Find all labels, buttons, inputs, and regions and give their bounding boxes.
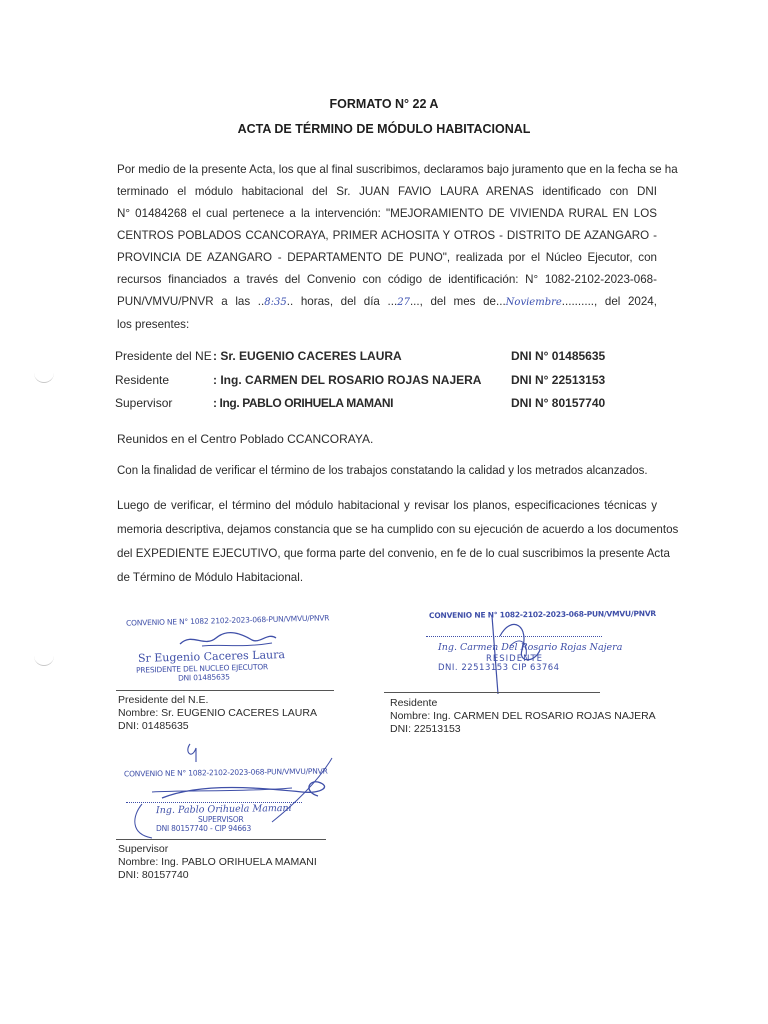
participant-row-supervisor (115, 396, 675, 418)
intro-line-date: PUN/VMVU/PNVR a las ..8:35.. horas, del día ...27..., del mes de...Noviembre.........., del 2024, (117, 295, 657, 308)
punch-hole-mark (34, 372, 54, 383)
stamp-name: Ing. Pablo Orihuela Mamani (155, 802, 292, 817)
stamp-dni: DNI 01485635 (177, 672, 230, 683)
stamp-name: Sr Eugenio Caceres Laura (137, 648, 286, 665)
intro-line: PROVINCIA DE AZANGARO - DEPARTAMENTO DE PUNO", realizada por el Núcleo Ejecutor, con (117, 251, 657, 264)
participant-role: Presidente del NE (115, 349, 212, 363)
caption-name: Nombre: Ing. PABLO ORIHUELA MAMANI (118, 856, 317, 868)
intro-line: Por medio de la presente Acta, los que al final suscribimos, declaramos bajo juramento que en la fecha se ha (117, 163, 678, 176)
participant-role: Residente (115, 373, 170, 387)
signature-line (384, 692, 600, 693)
signature-block-president (112, 610, 342, 745)
conclusion-line: Luego de verificar, el término del módulo habitacional y revisar los planos, especificaciones técnicas y (117, 499, 657, 512)
caption-dni: DNI: 80157740 (118, 869, 189, 881)
stamp-convenio: CONVENIO NE N° 1082 2102-2023-068-PUN/VMVU/PNVR (125, 613, 330, 628)
caption-name: Nombre: Ing. CARMEN DEL ROSARIO ROJAS NAJERA (390, 710, 656, 722)
handwritten-day: 27 (397, 297, 410, 308)
stamp-role: RESIDENTE (486, 654, 544, 664)
intro-line: los presentes: (117, 318, 190, 331)
participant-dni: DNI N° 01485635 (511, 349, 606, 363)
conclusion-line: de Término de Módulo Habitacional. (117, 571, 304, 584)
signature-block-resident (384, 600, 674, 740)
stamp-role: SUPERVISOR (198, 815, 244, 824)
caption-role: Presidente del N.E. (118, 694, 209, 706)
participant-name: : Ing. CARMEN DEL ROSARIO ROJAS NAJERA (213, 373, 482, 387)
participant-dni: DNI N° 22513153 (511, 373, 606, 387)
signature-line (116, 690, 334, 691)
stamp-dotted-line (426, 636, 602, 637)
intro-line: N° 01484268 el cual pertenece a la intervención: "MEJORAMIENTO DE VIVIENDA RURAL EN LOS (117, 207, 657, 220)
handwritten-hour: 8:35 (264, 297, 287, 308)
intro-paragraph (117, 159, 678, 336)
participant-name: : Sr. EUGENIO CACERES LAURA (213, 349, 402, 363)
stamp-role: PRESIDENTE DEL NUCLEO EJECUTOR (135, 662, 269, 675)
signature-block-supervisor (112, 742, 362, 887)
stamp-convenio: CONVENIO NE N° 1082-2102-2023-068-PUN/VMVU/PNVR (123, 766, 328, 779)
participant-row-president (115, 349, 675, 371)
participant-row-resident (115, 373, 675, 395)
participant-dni: DNI N° 80157740 (511, 396, 606, 410)
punch-hole-mark (34, 655, 54, 666)
intro-line: terminado el módulo habitacional del Sr. JUAN FAVIO LAURA ARENAS identificado con DNI (117, 185, 657, 198)
participant-role: Supervisor (115, 396, 173, 410)
caption-role: Supervisor (118, 843, 169, 855)
intro-line: CENTROS POBLADOS CCANCORAYA, PRIMER ACHOSITA Y OTROS - DISTRITO DE AZANGARO - (117, 229, 657, 242)
purpose-text: Con la finalidad de verificar el término de los trabajos constatando la calidad y los metrados alcanzados. (117, 465, 648, 477)
conclusion-line: del EXPEDIENTE EJECUTIVO, que forma parte del convenio, en fe de lo cual suscribimos la presente Acta (117, 547, 670, 560)
conclusion-paragraph (117, 494, 679, 590)
act-title: ACTA DE TÉRMINO DE MÓDULO HABITACIONAL (237, 122, 531, 136)
stamp-convenio: CONVENIO NE N° 1082-2102-2023-068-PUN/VMVU/PNVR (428, 609, 657, 620)
participant-name: : Ing. PABLO ORIHUELA MAMANI (213, 396, 394, 410)
stamp-dni: DNI 80157740 - CIP 94663 (156, 824, 252, 833)
intro-line: recursos financiados a través del Convenio con código de identificación: N° 1082-2102-2023-068- (117, 273, 657, 286)
stamp-dni: DNI. 22513153 CIP 63764 (438, 663, 560, 673)
caption-dni: DNI: 22513153 (390, 723, 461, 735)
caption-dni: DNI: 01485635 (118, 720, 189, 732)
handwritten-month: Noviembre (505, 297, 562, 308)
caption-name: Nombre: Sr. EUGENIO CACERES LAURA (118, 707, 317, 719)
caption-role: Residente (390, 697, 438, 709)
conclusion-line: memoria descriptiva, dejamos constancia que se ha cumplido con su ejecución de acuerdo a los documentos (117, 523, 679, 536)
meeting-place: Reunidos en el Centro Poblado CCANCORAYA. (117, 432, 374, 446)
format-title: FORMATO N° 22 A (329, 97, 439, 111)
signature-line (116, 839, 326, 840)
stamp-name: Ing. Carmen Del Rosario Rojas Najera (438, 642, 623, 653)
